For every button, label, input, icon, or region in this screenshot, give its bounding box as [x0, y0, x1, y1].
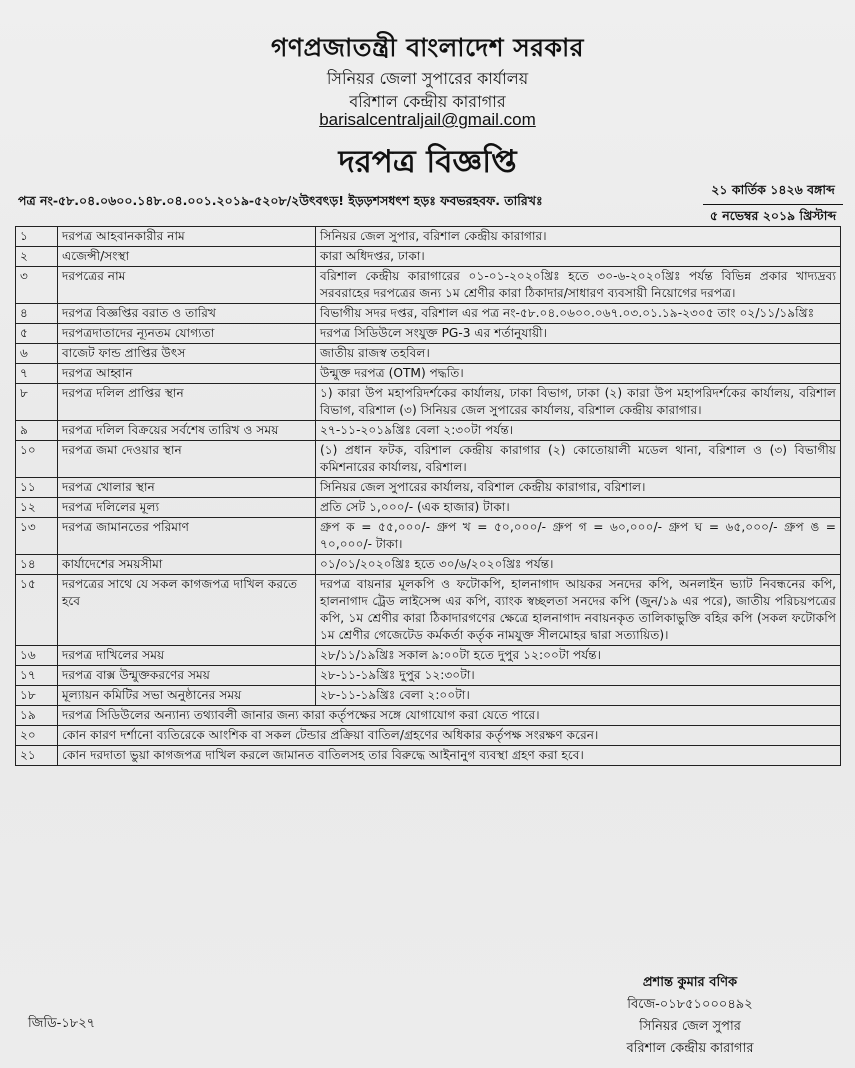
table-row: [16, 441, 841, 478]
row-label: দরপত্র দলিল প্রাপ্তির স্থান: [58, 384, 316, 421]
memo-number: পত্র নং-৫৮.০৪.০৬০০.১৪৮.০৪.০০১.২০১৯-৫২০৮/২উৎবৎড়! ইড়ড়শসধৎশ হড়ঃ ফবভরহবফ. তারিখঃ: [18, 193, 543, 208]
row-number: ২১: [16, 746, 58, 766]
table-row: [16, 267, 841, 304]
row-label: দরপত্র বাক্স উন্মুক্তকরণের সময়: [58, 666, 316, 686]
row-number: ৪: [16, 304, 58, 324]
table-row: [16, 421, 841, 441]
table-row: [16, 324, 841, 344]
table-row: [16, 518, 841, 555]
row-number: ১৮: [16, 686, 58, 706]
signatory-phone: বিজে-০১৮৫১০০০৪৯২: [627, 997, 753, 1012]
row-value: জাতীয় রাজস্ব তহবিল।: [316, 344, 841, 364]
row-number: ১৯: [16, 706, 58, 726]
date-bangla: ২১ কার্তিক ১৪২৬ বঙ্গাব্দ: [703, 182, 843, 205]
row-label: দরপত্র দলিলের মূল্য: [58, 498, 316, 518]
row-value: ২৮-১১-১৯খ্রিঃ দুপুর ১২:৩০টা।: [316, 666, 841, 686]
table-row: [16, 646, 841, 666]
row-number: ২: [16, 247, 58, 267]
row-label: দরপত্র আহবানকারীর নাম: [58, 227, 316, 247]
memo-code: জিডি-১৮২৭: [28, 1016, 96, 1031]
table-row: [16, 478, 841, 498]
row-number: ১২: [16, 498, 58, 518]
row-label: এজেন্সী/সংস্থা: [58, 247, 316, 267]
row-label: কার্যাদেশের সময়সীমা: [58, 555, 316, 575]
row-note: কোন কারণ দর্শানো ব্যতিরেকে আংশিক বা সকল টেন্ডার প্রক্রিয়া বাতিল/গ্রহণের অধিকার কর্তৃপক্ষ সংরক্ষণ করেন।: [58, 726, 841, 746]
table-row: [16, 384, 841, 421]
notice-heading: দরপত্র বিজ্ঞপ্তি: [338, 144, 517, 180]
government-title: গণপ্রজাতন্ত্রী বাংলাদেশ সরকার: [271, 33, 584, 62]
table-row: [16, 706, 841, 726]
row-value: ২৮/১১/১৯খ্রিঃ সকাল ৯:০০টা হতে দুপুর ১২:০০টা পর্যন্ত।: [316, 646, 841, 666]
row-number: ১১: [16, 478, 58, 498]
row-number: ১৩: [16, 518, 58, 555]
row-number: ১৫: [16, 575, 58, 646]
date-english: ৫ নভেম্বর ২০১৯ খ্রিস্টাব্দ: [709, 208, 837, 223]
row-value: উন্মুক্ত দরপত্র (OTM) পদ্ধতি।: [316, 364, 841, 384]
row-label: দরপত্র আহ্বান: [58, 364, 316, 384]
row-number: ১: [16, 227, 58, 247]
row-number: ৮: [16, 384, 58, 421]
row-number: ২০: [16, 726, 58, 746]
row-value: দরপত্র বায়নার মূলকপি ও ফটোকপি, হালনাগাদ আয়কর সনদের কপি, অনলাইন ভ্যাট নিবন্ধনের কপি, হালনাগাদ ট্রেড লাইসেন্স এর কপি, ব্যাংক স্বচ্ছলতা সনদের কপি (জুন/১৯ এর পরে), জাতীয় পরিচয়পত্রের কপি, ১ম শ্রেণীর কারা ঠিকাদারগণের ক্ষেত্রে হালনাগাদ নবায়নকৃত তালিকাভুক্তি বহির কপি (সকল ফটোকপি ১ম শ্রেণীর গেজেটেড কর্মকর্তা কর্তৃক নামযুক্ত সীলমোহর দ্বারা সত্যায়িত)।: [316, 575, 841, 646]
row-value: সিনিয়র জেল সুপার, বরিশাল কেন্দ্রীয় কারাগার।: [316, 227, 841, 247]
row-label: দরপত্র জমা দেওয়ার স্থান: [58, 441, 316, 478]
row-value: (১) প্রধান ফটক, বরিশাল কেন্দ্রীয় কারাগার (২) কোতোয়ালী মডেল থানা, বরিশাল ও (৩) বিভাগীয় কমিশনারের কার্যালয়, বরিশাল।: [316, 441, 841, 478]
table-row: [16, 555, 841, 575]
row-note: কোন দরদাতা ভুয়া কাগজপত্র দাখিল করলে জামানত বাতিলসহ তার বিরুদ্ধে আইনানুগ ব্যবস্থা গ্রহণ করা হবে।: [58, 746, 841, 766]
row-label: দরপত্র জামানতের পরিমাণ: [58, 518, 316, 555]
table-row: [16, 227, 841, 247]
row-value: দরপত্র সিডিউলে সংযুক্ত PG-3 এর শর্তানুযায়ী।: [316, 324, 841, 344]
jail-name: বরিশাল কেন্দ্রীয় কারাগার: [349, 92, 506, 111]
table-row: [16, 498, 841, 518]
table-row: [16, 575, 841, 646]
row-value: গ্রুপ ক = ৫৫,০০০/- গ্রুপ খ = ৫০,০০০/- গ্রুপ গ = ৬০,০০০/- গ্রুপ ঘ = ৬৫,০০০/- গ্রুপ ঙ = ৭০,০০০/- টাকা।: [316, 518, 841, 555]
row-number: ৫: [16, 324, 58, 344]
row-value: ২৭-১১-২০১৯খ্রিঃ বেলা ২:৩০টা পর্যন্ত।: [316, 421, 841, 441]
table-row: [16, 364, 841, 384]
table-row: [16, 344, 841, 364]
row-label: বাজেট ফান্ড প্রাপ্তির উৎস: [58, 344, 316, 364]
row-value: ০১/০১/২০২০খ্রিঃ হতে ৩০/৬/২০২০খ্রিঃ পর্যন্ত।: [316, 555, 841, 575]
row-number: ৩: [16, 267, 58, 304]
row-label: মূল্যায়ন কমিটির সভা অনুষ্ঠানের সময়: [58, 686, 316, 706]
row-label: দরপত্রের নাম: [58, 267, 316, 304]
date-block: [703, 182, 843, 228]
row-value: বিভাগীয় সদর দপ্তর, বরিশাল এর পত্র নং-৫৮.০৪.০৬০০.০৬৭.০৩.০১.১৯-২৩০৫ তাং ০২/১১/১৯খ্রিঃ: [316, 304, 841, 324]
signatory-name: প্রশান্ত কুমার বণিক: [642, 975, 738, 990]
table-row: [16, 686, 841, 706]
reference-line: [18, 182, 843, 222]
table-row: [16, 746, 841, 766]
table-row: [16, 666, 841, 686]
signatory-office: বরিশাল কেন্দ্রীয় কারাগার: [626, 1041, 754, 1056]
row-number: ১৬: [16, 646, 58, 666]
row-number: ১০: [16, 441, 58, 478]
row-label: দরপত্র দলিল বিক্রয়ের সর্বশেষ তারিখ ও সময়: [58, 421, 316, 441]
row-number: ১৪: [16, 555, 58, 575]
row-number: ৯: [16, 421, 58, 441]
row-label: দরপত্রদাতাদের ন্যূনতম যোগ্যতা: [58, 324, 316, 344]
table-row: [16, 247, 841, 267]
row-label: দরপত্র খোলার স্থান: [58, 478, 316, 498]
row-value: ১) কারা উপ মহাপরিদর্শকের কার্যালয়, ঢাকা বিভাগ, ঢাকা (২) কারা উপ মহাপরিদর্শকের কার্যালয়, বরিশাল বিভাগ, বরিশাল (৩) সিনিয়র জেল সুপারের কার্যালয়, বরিশাল কেন্দ্রীয় কারাগার।: [316, 384, 841, 421]
row-number: ৬: [16, 344, 58, 364]
row-label: দরপত্র দাখিলের সময়: [58, 646, 316, 666]
signatory-designation: সিনিয়র জেল সুপার: [639, 1019, 741, 1034]
row-value: ২৮-১১-১৯খ্রিঃ বেলা ২:০০টা।: [316, 686, 841, 706]
contact-email[interactable]: barisalcentraljail@gmail.com: [319, 110, 536, 129]
table-row: [16, 304, 841, 324]
row-value: প্রতি সেট ১,০০০/- (এক হাজার) টাকা।: [316, 498, 841, 518]
row-value: কারা অধিদপ্তর, ঢাকা।: [316, 247, 841, 267]
tender-details-table: [15, 226, 841, 766]
row-note: দরপত্র সিডিউলের অন্যান্য তথ্যাবলী জানার জন্য কারা কর্তৃপক্ষের সঙ্গে যোগাযোগ করা যেতে পারে।: [58, 706, 841, 726]
row-value: সিনিয়র জেল সুপারের কার্যালয়, বরিশাল কেন্দ্রীয় কারাগার, বরিশাল।: [316, 478, 841, 498]
row-value: বরিশাল কেন্দ্রীয় কারাগারের ০১-০১-২০২০খ্রিঃ হতে ৩০-৬-২০২০খ্রিঃ পর্যন্ত বিভিন্ন প্রকার খাদ্যদ্রব্য সরবরাহের দরপত্রের জন্য ১ম শ্রেণীর কারা ঠিকাদার/সাধারণ ব্যবসায়ী নিয়োগের দরপত্র।: [316, 267, 841, 304]
row-label: দরপত্রের সাথে যে সকল কাগজপত্র দাখিল করতে হবে: [58, 575, 316, 646]
row-number: ১৭: [16, 666, 58, 686]
signature-block: [560, 972, 820, 1060]
row-number: ৭: [16, 364, 58, 384]
table-row: [16, 726, 841, 746]
office-name: সিনিয়র জেলা সুপারের কার্যালয়: [326, 69, 529, 88]
row-label: দরপত্র বিজ্ঞপ্তির বরাত ও তারিখ: [58, 304, 316, 324]
